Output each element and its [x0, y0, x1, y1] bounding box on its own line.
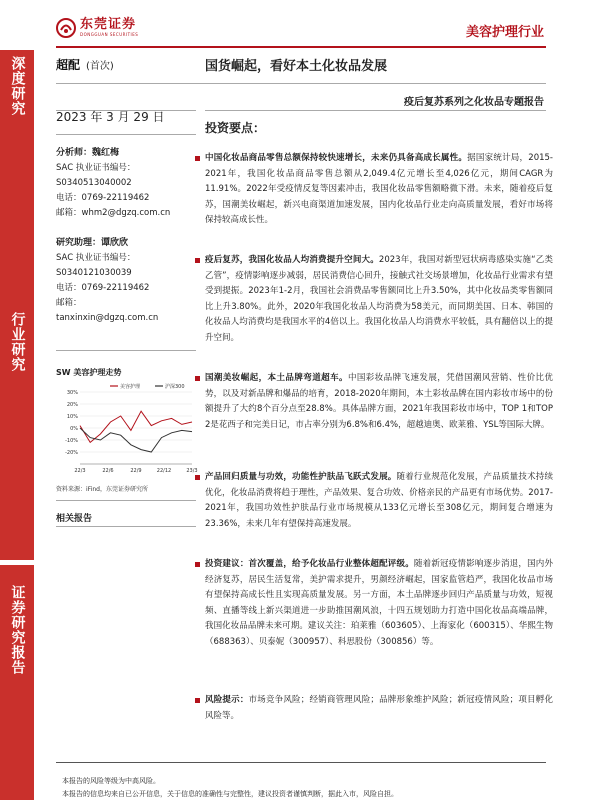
- logo-mark-icon: [56, 18, 76, 38]
- header-divider: [56, 46, 546, 48]
- related-reports-label: 相关报告: [56, 514, 93, 524]
- title-divider: [56, 83, 546, 84]
- key-point-body: 2023年，我国对新型冠状病毒感染实施“乙类乙管”，疫情影响逐步减弱，居民消费信心回升，接触式社交场景增加，化妆品行业需求有望受到提振。2023年1-2月，我国社会消费品零售额同比上升3.50%，其中化妆品类零售额同比上升3.80%。此外，2020年我国化妆品人均消费为58美元，而同期美国、日本、韩国的化妆品人均消费均是我国水平的4倍以上。我国化妆品人均消费水平较低，具有翻倍以上的提升空间。: [205, 255, 553, 343]
- report-subtitle: 疫后复苏系列之化妆品专题报告: [404, 97, 544, 108]
- key-point-head: 中国化妆品商品零售总额保持较快速增长，未来仍具备高成长属性。: [205, 153, 468, 163]
- chart-y-tick: -20%: [65, 450, 78, 456]
- chart-svg: [56, 378, 196, 478]
- side-band-deep-research: [0, 50, 34, 241]
- key-point-2: [205, 253, 553, 346]
- side-band-text: 深度研究: [9, 56, 26, 116]
- assistant-cert-number: S0340121030039: [56, 268, 132, 278]
- report-title: 国货崛起，看好本土化妆品发展: [205, 59, 388, 74]
- analyst-block: [56, 146, 196, 221]
- chart-source: 资料来源：iFind，东莞证券研究所: [56, 486, 148, 493]
- key-point-body: 据国家统计局，2015-2021年，我国化妆品商品零售总额从2,049.4亿元增长至4,026亿元，期间CAGR为11.91%。2022年受疫情反复等因素冲击，我国化妆品零售额略微下滑。未来，随着疫后复苏，国潮美妆崛起，新兴电商渠道加速发展，国内化妆品行业走向高质量发展，看好市场将保持较高成长性。: [205, 153, 553, 225]
- chart-y-tick: 20%: [66, 402, 78, 408]
- report-date: 2023 年 3 月 29 日: [56, 110, 165, 124]
- logo-text-en: DONGGUAN SECURITIES: [80, 32, 139, 37]
- chart-y-tick: 30%: [66, 390, 78, 396]
- date-divider: [56, 134, 196, 135]
- logo-text-cn: 东莞证券: [80, 17, 137, 32]
- key-point-3: [205, 371, 553, 433]
- key-points-title: 投资要点：: [205, 121, 266, 135]
- key-point-body: 随着新冠疫情影响逐步消退，国内外经济复苏，居民生活复常，美护需求提升，男颜经济崛起，国家监管趋严，我国化妆品市场有望保持高成长性且实现高质量发展。另一方面，本土品牌逐步回归产品质量与功效，短视频、直播等线上新兴渠道进一步助推国潮风浪，十四五规划助力打造中国化妆品高端品牌，我国化妆品品牌未来可期。建议关注：珀莱雅（603605）、上海家化（600315）、华熙生物（688363）、贝泰妮（300957）、科思股份（300856）等。: [205, 559, 553, 647]
- key-point-head: 投资建议：首次覆盖，给予化妆品行业整体超配评级。: [205, 559, 414, 569]
- key-point-1: [205, 151, 553, 229]
- key-point-body: 随着行业规范化发展，产品质量技术持续优化，化妆品消费将趋于理性，产品效果、复合功效、价格亲民的产品更有市场优势。2017-2021年，我国功效性护肤品行业市场规模从133亿元增长至308亿元，期间复合增速为23.36%，未来几年有望保持高速发展。: [205, 472, 553, 529]
- rating-label: 超配: [56, 58, 81, 72]
- key-point-5: [205, 557, 553, 650]
- bullet-icon: [195, 562, 200, 567]
- side-band-text: 行业研究: [9, 312, 26, 372]
- chart-title: SW 美容护理走势: [56, 368, 122, 377]
- assistant-phone: 电话：0769-22119462: [56, 283, 150, 293]
- key-point-body: 中国彩妆品牌飞速发展，凭借国潮风营销、性价比优势，以及对新品牌和爆品的培育，2018-2020年期间，本土彩妆品牌在国内彩妆市场中的份额提升了大约8个百分点至28.8%。具体品牌方面，2021年我国彩妆市场中，TOP 1和TOP 2是花西子和完美日记，市占率分别为6.8%和6.4%，超越迪奥、欧莱雅、YSL等国际大牌。: [205, 373, 553, 430]
- bullet-icon: [195, 698, 200, 703]
- footer-risk-level: 本报告的风险等级为中高风险。: [62, 777, 160, 785]
- key-point-4: [205, 470, 553, 532]
- chart-divider: [56, 500, 196, 501]
- key-point-head: 风险提示：: [205, 695, 249, 705]
- footer-info-note: 本报告的信息均来自已公开信息，关于信息的准确性与完整性，建议投资者谨慎判断，据此入市，风险自担。: [62, 790, 398, 798]
- analyst-email: 邮箱：whm2@dgzq.com.cn: [56, 208, 171, 218]
- footer-divider: [56, 762, 546, 763]
- chart-legend-label: 美容护理: [120, 384, 141, 390]
- analyst-cert-label: SAC 执业证书编号：: [56, 163, 136, 173]
- assistant-email-label: 邮箱：: [56, 298, 82, 308]
- company-logo: [56, 18, 138, 38]
- bullet-icon: [195, 258, 200, 263]
- chart-y-tick: 0%: [70, 426, 78, 432]
- page-header: [0, 0, 600, 48]
- analyst-divider: [56, 350, 196, 351]
- assistant-cert-label: SAC 执业证书编号：: [56, 253, 136, 263]
- chart-x-tick: 23/3: [186, 468, 198, 474]
- industry-label: 美容护理行业: [465, 25, 544, 40]
- chart-x-tick: 22/9: [130, 468, 142, 474]
- subtitle-divider: [205, 110, 546, 111]
- rating-note: (首次): [86, 61, 114, 72]
- side-band-securities-report: [0, 565, 34, 800]
- chart-y-tick: -10%: [65, 438, 78, 444]
- assistant-name: 研究助理：谭欣欣: [56, 238, 129, 248]
- chart-y-tick: 10%: [66, 414, 78, 420]
- trend-chart: [56, 367, 196, 493]
- side-band-text: 证券研究报告: [9, 585, 26, 675]
- key-point-body: 市场竞争风险；经销商管理风险；品牌形象维护风险；新冠疫情风险；项目孵化风险等。: [205, 695, 553, 721]
- chart-legend-label: 沪深300: [165, 384, 185, 390]
- chart-x-tick: 22/12: [156, 468, 172, 474]
- key-point-6: [205, 693, 553, 724]
- side-band-industry-research: [0, 240, 34, 560]
- chart-x-tick: 22/3: [74, 468, 86, 474]
- analyst-phone: 电话：0769-22119462: [56, 193, 150, 203]
- key-point-head: 国潮美妆崛起，本土品牌弯道超车。: [205, 373, 348, 383]
- chart-x-tick: 22/6: [102, 468, 114, 474]
- rating: [56, 56, 114, 73]
- footer-disclaimer: [62, 775, 398, 801]
- related-divider: [56, 526, 196, 527]
- key-point-head: 疫后复苏，我国化妆品人均消费提升空间大。: [205, 255, 379, 265]
- key-point-head: 产品回归质量与功效，功能性护肤品飞跃式发展。: [205, 472, 397, 482]
- analyst-cert-number: S0340513040002: [56, 178, 132, 188]
- analyst-name: 分析师：魏红梅: [56, 148, 120, 158]
- assistant-block: [56, 236, 196, 326]
- bullet-icon: [195, 475, 200, 480]
- bullet-icon: [195, 376, 200, 381]
- bullet-icon: [195, 156, 200, 161]
- assistant-email: tanxinxin@dgzq.com.cn: [56, 313, 159, 323]
